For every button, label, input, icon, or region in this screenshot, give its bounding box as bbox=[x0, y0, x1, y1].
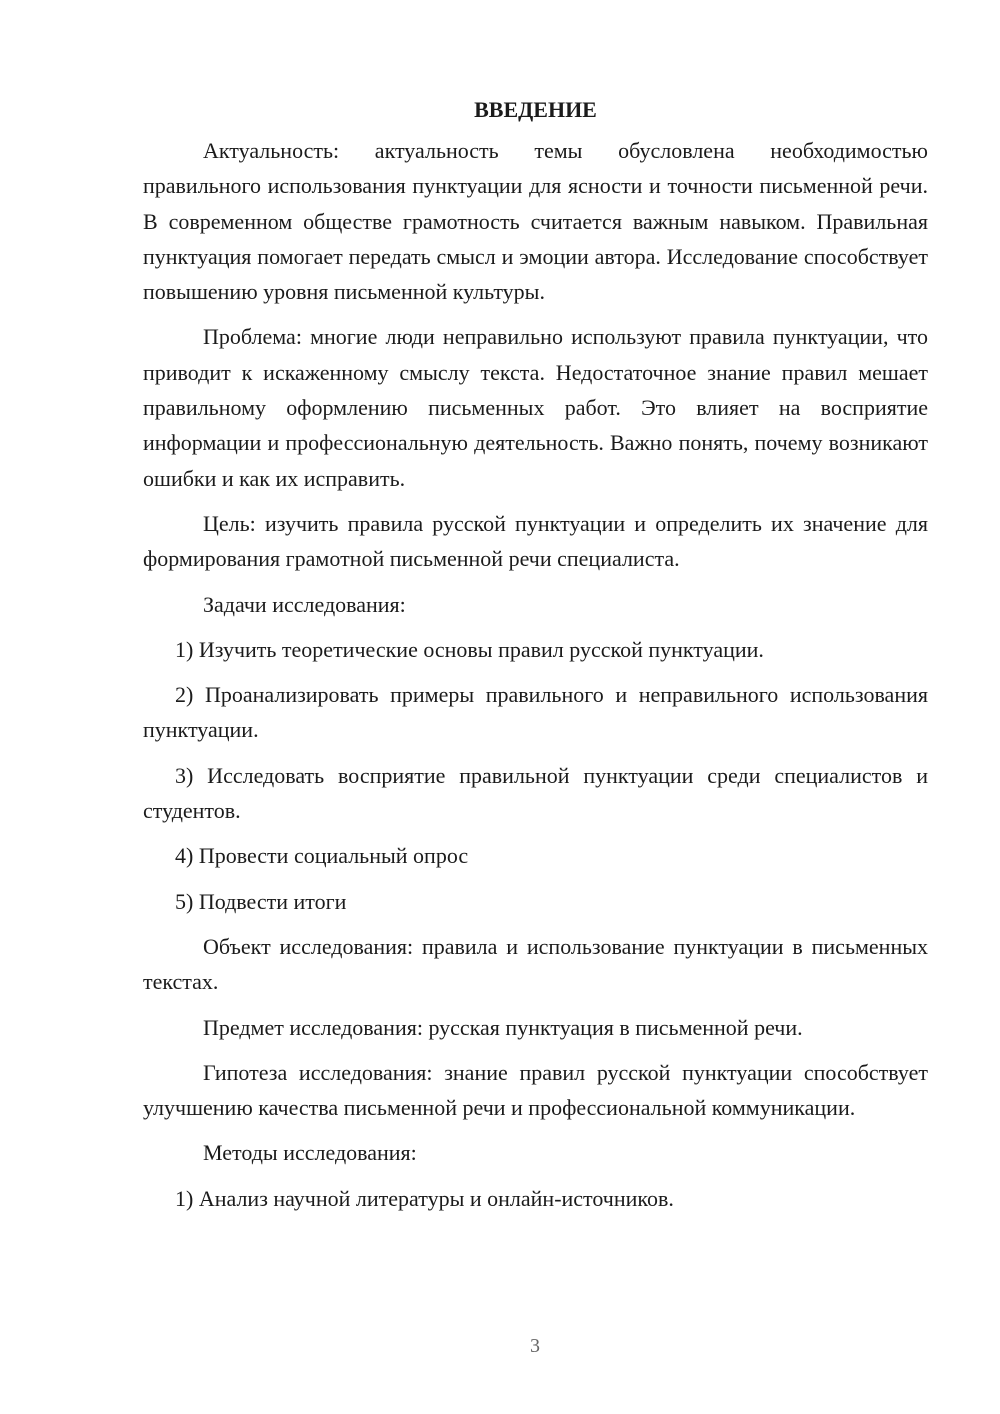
page-number: 3 bbox=[530, 1335, 540, 1357]
method-item-1: 1) Анализ научной литературы и онлайн-источников. bbox=[175, 1185, 674, 1211]
section-heading: ВВЕДЕНИЕ bbox=[474, 97, 597, 122]
tasks-title: Задачи исследования: bbox=[203, 591, 406, 617]
paragraph-object: Объект исследования: правила и использование пунктуации в письменных текстах. bbox=[143, 933, 928, 995]
paragraph-goal: Цель: изучить правила русской пунктуации и определить их значение для формирования грамотной письменной речи специалиста. bbox=[143, 510, 928, 572]
task-item-5: 5) Подвести итоги bbox=[175, 888, 347, 914]
paragraph-relevance: Актуальность: актуальность темы обусловлена необходимостью правильного использования пунктуации для ясности и точности письменной речи. В современном обществе грамотность считается важным навыком. Правильная пунктуация помогает передать смысл и эмоции автора. Исследование способствует повышению уровня письменной культуры. bbox=[143, 138, 928, 305]
paragraph-problem: Проблема: многие люди неправильно используют правила пунктуации, что приводит к искаженному смыслу текста. Недостаточное знание правил мешает правильному оформлению письменных работ. Это влияет на восприятие информации и профессиональную деятельность. Важно понять, почему возникают ошибки и как их исправить. bbox=[143, 324, 928, 491]
methods-title: Методы исследования: bbox=[203, 1140, 417, 1166]
paragraph-hypothesis: Гипотеза исследования: знание правил русской пунктуации способствует улучшению качества письменной речи и профессиональной коммуникации. bbox=[143, 1059, 928, 1121]
task-item-2: 2) Проанализировать примеры правильного и неправильного использования пунктуации. bbox=[143, 682, 928, 743]
task-item-1: 1) Изучить теоретические основы правил русской пунктуации. bbox=[175, 636, 764, 662]
task-item-3: 3) Исследовать восприятие правильной пунктуации среди специалистов и студентов. bbox=[143, 762, 928, 824]
paragraph-subject: Предмет исследования: русская пунктуация в письменной речи. bbox=[203, 1014, 803, 1040]
task-item-4: 4) Провести социальный опрос bbox=[175, 843, 469, 869]
